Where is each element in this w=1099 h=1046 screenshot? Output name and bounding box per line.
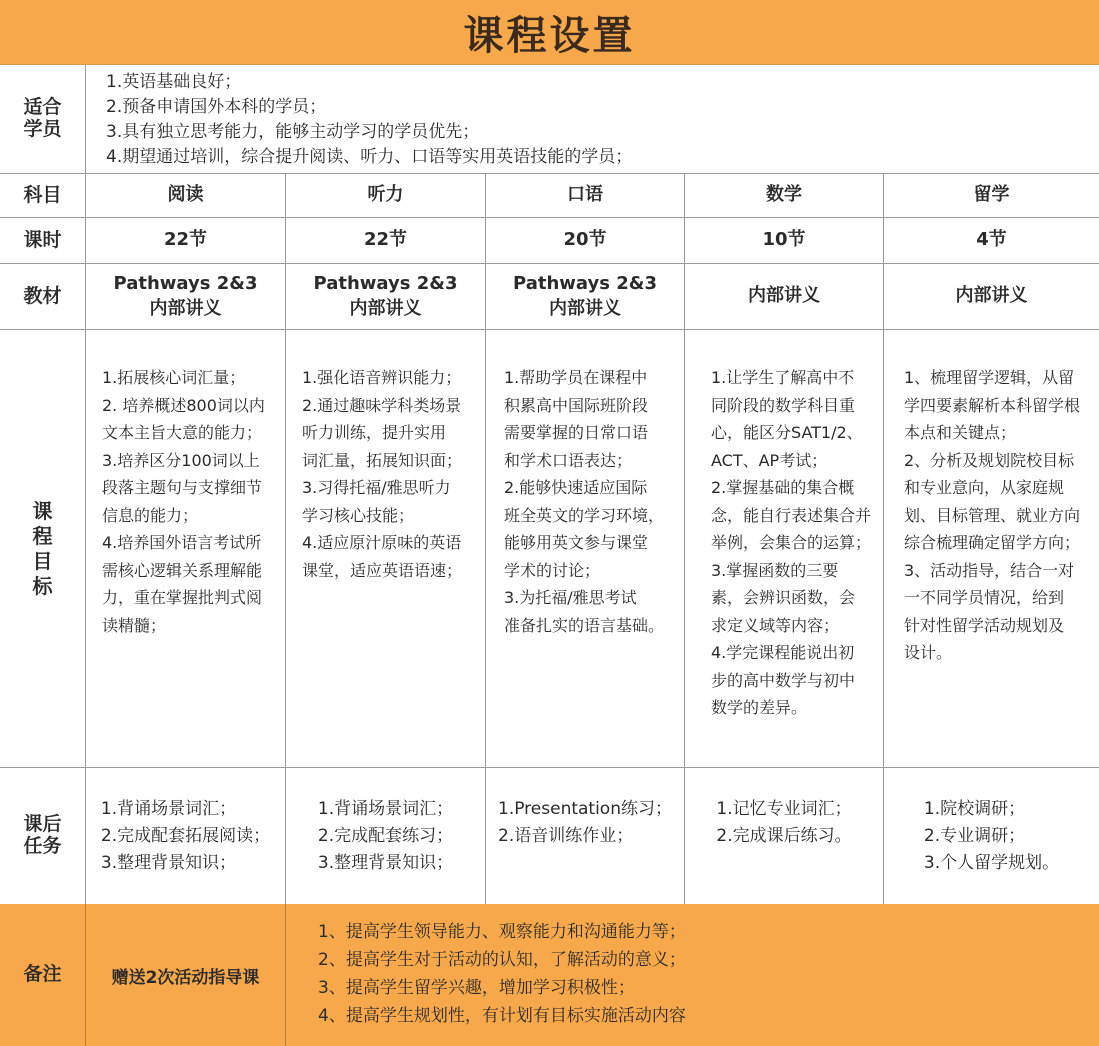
goal-line: 3.为托福/雅思考试	[504, 588, 637, 607]
goal-line: 同阶段的数学科目重	[711, 395, 856, 415]
hours-cell	[685, 218, 884, 263]
goal-line: 信息的能力；	[102, 505, 199, 525]
task-item: 2.语音训练作业；	[498, 826, 634, 846]
goals-label-char: 课	[32, 498, 53, 523]
goal-line: 素，会辨识函数，会	[711, 588, 856, 607]
subject-cell	[286, 174, 486, 217]
goal-line: 步的高中数学与初中	[711, 670, 856, 690]
goal-line: 需要掌握的日常口语	[504, 423, 649, 442]
hours-cell	[486, 218, 685, 263]
task-item: 3.整理背景知识；	[100, 852, 237, 873]
goal-line: 划、目标管理、就业方向	[904, 505, 1081, 525]
goal-line: 1.强化语音辨识能力；	[302, 368, 462, 387]
task-item: 3.个人留学规划。	[923, 852, 1060, 873]
goal-line: 段落主题句与支撑细节	[102, 478, 263, 497]
materials-label: 教材	[0, 264, 86, 329]
subject-speaking: 口语	[567, 184, 603, 206]
task-item: 2.专业调研；	[923, 825, 1026, 846]
goal-line: 课堂，适应英语语速；	[302, 560, 463, 580]
goal-cell	[685, 330, 884, 767]
task-item: 1.记忆专业词汇；	[716, 799, 852, 819]
subject-cell	[685, 174, 884, 217]
goal-line: 心，能区分SAT1/2、	[711, 423, 863, 442]
goal-line: 2. 培养概述800词以内	[102, 395, 265, 415]
goals-row	[0, 330, 1099, 768]
goal-line: 4.学完课程能说出初	[711, 643, 855, 662]
page-title: 课程设置	[463, 12, 636, 59]
goal-line: 1.帮助学员在课程中	[504, 368, 648, 387]
task-list	[498, 796, 672, 850]
goal-line: 2.能够快速适应国际	[504, 478, 648, 497]
suitable-list	[106, 70, 632, 170]
subject-cell	[486, 174, 685, 217]
goal-line: 数学的差异。	[711, 698, 808, 717]
subject-reading: 阅读	[167, 184, 204, 206]
goal-line: 2、分析及规划院校目标	[904, 450, 1075, 470]
notes-list	[318, 918, 686, 1030]
goal-line: 一不同学员情况，给到	[904, 588, 1065, 607]
hours-label: 课时	[0, 218, 86, 263]
task-cell	[685, 768, 884, 904]
goal-line: 文本主旨大意的能力；	[102, 423, 263, 442]
goal-line: 4.适应原汁原味的英语	[302, 533, 462, 552]
hours-row	[0, 218, 1099, 264]
goals-label-char: 程	[32, 523, 53, 548]
tasks-label-line1: 课后	[23, 813, 62, 836]
notes-label: 备注	[0, 904, 86, 1046]
goal-line: 4.培养国外语言考试所	[102, 533, 262, 552]
goal-listening-list	[302, 364, 462, 584]
goal-line: 1、梳理留学逻辑，从留	[904, 368, 1075, 387]
material-notes: 内部讲义	[149, 297, 222, 319]
task-item: 2.完成配套拓展阅读；	[100, 825, 271, 846]
subject-cell	[884, 174, 1099, 217]
task-item: 2.完成配套练习；	[317, 825, 454, 846]
goal-line: 3.掌握函数的三要	[711, 560, 839, 580]
subject-study-abroad: 留学	[973, 184, 1010, 206]
goal-line: 班全英文的学习环境，	[504, 505, 665, 525]
goal-speaking-list	[504, 364, 664, 639]
goal-line: 和专业意向，从家庭规	[904, 478, 1065, 497]
tasks-row	[0, 768, 1099, 904]
hours-value: 22节	[163, 229, 208, 251]
suitable-item: 4.期望通过培训，综合提升阅读、听力、口语等实用英语技能的学员；	[106, 147, 633, 167]
material-notes: 内部讲义	[748, 285, 820, 307]
task-item: 3.整理背景知识；	[317, 852, 454, 873]
task-list	[924, 796, 1059, 877]
task-cell	[86, 768, 286, 904]
goal-line: 积累高中国际班阶段	[504, 395, 649, 415]
hours-value: 4节	[976, 229, 1007, 251]
material-notes: 内部讲义	[549, 297, 621, 319]
suitable-item: 1.英语基础良好；	[106, 72, 242, 92]
material-cell	[86, 264, 286, 329]
notes-item: 4、提高学生规划性，有计划有目标实施活动内容	[318, 1006, 686, 1026]
goal-line: 2.通过趣味学科类场景	[302, 395, 462, 415]
goal-line: 词汇量，拓展知识面；	[302, 450, 463, 470]
subject-listening: 听力	[367, 184, 404, 206]
goal-line: 和学术口语表达；	[504, 450, 633, 470]
goal-line: ACT、AP考试；	[711, 450, 828, 470]
suitable-item: 2.预备申请国外本科的学员；	[106, 97, 327, 117]
suitable-row	[0, 64, 1099, 174]
goal-line: 3.培养区分100词以上	[102, 450, 260, 470]
goal-line: 念，能自行表述集合并	[711, 505, 872, 525]
task-item: 1.Presentation练习；	[498, 799, 672, 819]
notes-item: 2、提高学生对于活动的认知，了解活动的意义；	[318, 950, 686, 970]
task-cell	[286, 768, 486, 904]
goal-line: 准备扎实的语言基础。	[504, 615, 665, 635]
goal-line: 2.掌握基础的集合概	[711, 478, 855, 497]
goal-cell	[884, 330, 1099, 767]
goal-cell	[86, 330, 286, 767]
subjects-label: 科目	[0, 174, 86, 217]
subject-math: 数学	[766, 184, 802, 206]
task-cell	[884, 768, 1099, 904]
goal-cell	[286, 330, 486, 767]
notes-item: 3、提高学生留学兴趣，增加学习积极性；	[318, 978, 635, 998]
hours-cell	[884, 218, 1099, 263]
goal-line: 3.习得托福/雅思听力	[302, 478, 451, 497]
tasks-label-line2: 任务	[23, 835, 62, 857]
goal-line: 1.让学生了解高中不	[711, 368, 855, 387]
goals-label-char: 目	[32, 548, 53, 573]
goals-label-char: 标	[32, 573, 53, 598]
goal-line: 针对性留学活动规划及	[904, 615, 1065, 635]
task-cell	[486, 768, 685, 904]
hours-value: 10节	[762, 229, 806, 251]
material-cell	[486, 264, 685, 329]
task-list	[716, 796, 851, 850]
material-book: Pathways 2&3	[113, 273, 258, 295]
suitable-label-line1: 适合	[23, 95, 62, 118]
subject-cell	[86, 174, 286, 217]
suitable-label-line2: 学员	[23, 117, 62, 140]
goal-math-list	[711, 364, 871, 722]
task-item: 1.院校调研；	[923, 798, 1026, 819]
materials-row	[0, 264, 1099, 330]
hours-cell	[86, 218, 286, 263]
material-cell	[884, 264, 1099, 329]
task-list	[318, 796, 453, 877]
suitable-item: 3.具有独立思考能力，能够主动学习的学员优先；	[106, 122, 480, 142]
goal-line: 1.拓展核心词汇量；	[102, 368, 246, 387]
notes-gift: 赠送2次活动指导课	[86, 904, 286, 1046]
goal-line: 学术的讨论；	[504, 560, 601, 580]
goal-line: 学习核心技能；	[302, 505, 415, 525]
material-cell	[286, 264, 486, 329]
goal-study-abroad-list	[904, 364, 1080, 667]
goal-line: 举例，会集合的运算；	[711, 533, 872, 552]
task-list	[101, 796, 270, 877]
hours-value: 22节	[363, 229, 408, 251]
task-item: 2.完成课后练习。	[716, 826, 852, 846]
goal-line: 听力训练，提升实用	[302, 423, 447, 442]
goals-label	[0, 330, 86, 767]
material-book: Pathways 2&3	[313, 273, 458, 295]
goal-cell	[486, 330, 685, 767]
suitable-label	[0, 64, 86, 173]
goal-line: 读精髓；	[102, 615, 167, 635]
hours-cell	[286, 218, 486, 263]
hours-value: 20节	[563, 229, 607, 251]
task-item: 1.背诵场景词汇；	[100, 798, 237, 819]
goal-line: 力，重在掌握批判式阅	[102, 588, 263, 607]
goal-reading-list	[102, 364, 265, 639]
goal-line: 综合梳理确定留学方向；	[904, 533, 1081, 552]
task-item: 1.背诵场景词汇；	[317, 798, 454, 819]
notes-item: 1、提高学生领导能力、观察能力和沟通能力等；	[318, 922, 686, 942]
goal-line: 设计。	[904, 643, 953, 662]
goal-line: 能够用英文参与课堂	[504, 533, 649, 552]
subjects-row	[0, 174, 1099, 218]
material-notes: 内部讲义	[955, 285, 1028, 307]
goal-line: 求定义域等内容；	[711, 615, 840, 635]
tasks-label	[0, 768, 86, 904]
notes-row	[0, 904, 1099, 1046]
goal-line: 学四要素解析本科留学根	[904, 395, 1081, 415]
goal-line: 本点和关键点；	[904, 423, 1017, 442]
goal-line: 需核心逻辑关系理解能	[102, 560, 263, 580]
title-bar	[0, 0, 1099, 65]
material-book: Pathways 2&3	[513, 273, 657, 295]
goal-line: 3、活动指导，结合一对	[904, 560, 1075, 580]
material-cell	[685, 264, 884, 329]
material-notes: 内部讲义	[349, 297, 422, 319]
